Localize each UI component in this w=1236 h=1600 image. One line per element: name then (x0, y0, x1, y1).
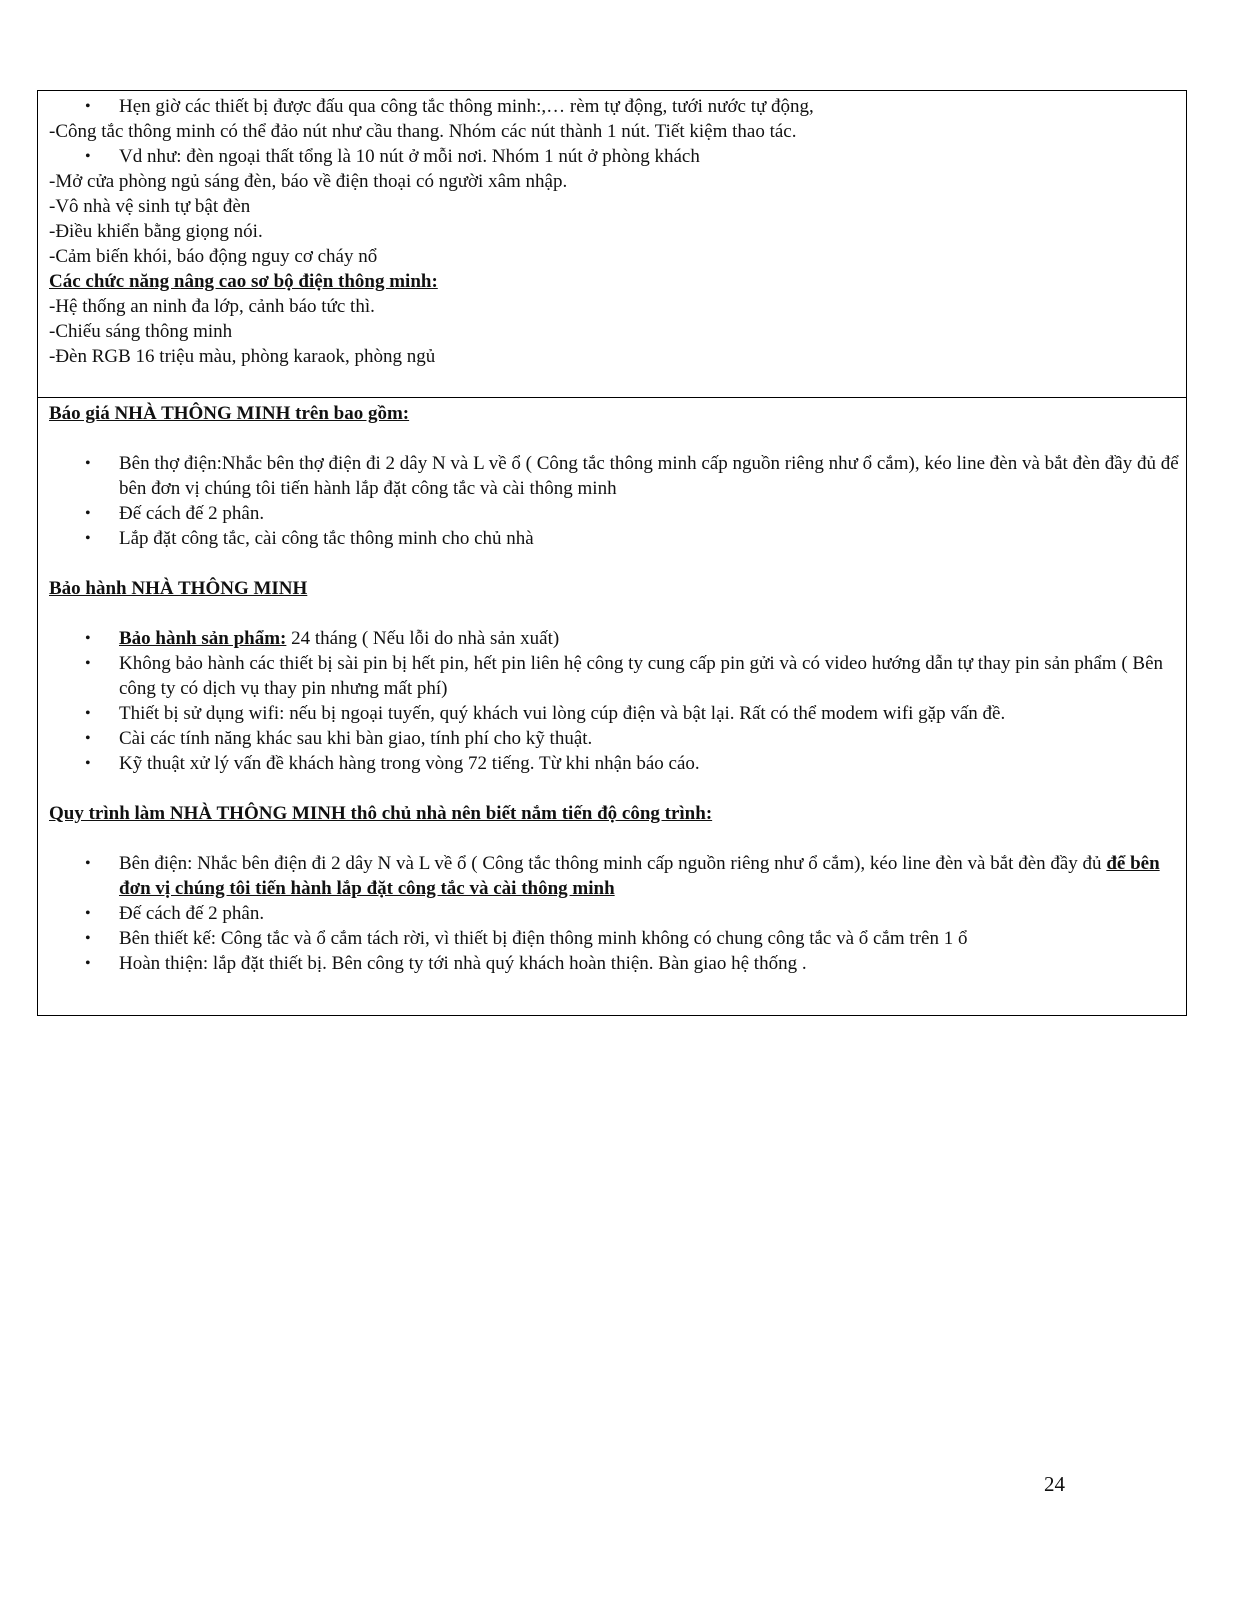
text-line: -Đèn RGB 16 triệu màu, phòng karaok, phòng ngủ (49, 346, 436, 367)
bullet-text: Đế cách đế 2 phân. (119, 503, 265, 524)
bullet-icon: • (85, 530, 91, 547)
text-line: -Chiếu sáng thông minh (49, 321, 233, 342)
section-heading: Báo giá NHÀ THÔNG MINH trên bao gồm: (49, 403, 410, 424)
section-heading: Các chức năng nâng cao sơ bộ điện thông minh: (49, 271, 438, 292)
bullet-icon: • (85, 455, 91, 472)
bullet-icon: • (85, 905, 91, 922)
features-box (37, 90, 1187, 398)
bullet-icon: • (85, 855, 91, 872)
bullet-text: Thiết bị sử dụng wifi: nếu bị ngoại tuyến, quý khách vui lòng cúp điện và bật lại. Rất có thể modem wifi gặp vấn đề. (119, 703, 1006, 724)
list-item (49, 94, 1186, 119)
list-item (49, 926, 1186, 951)
section-heading: Quy trình làm NHÀ THÔNG MINH thô chủ nhà nên biết nắm tiến độ công trình: (49, 803, 713, 824)
bullet-text: Hoàn thiện: lắp đặt thiết bị. Bên công ty tới nhà quý khách hoàn thiện. Bàn giao hệ thống . (119, 953, 807, 974)
bullet-text: Bên thợ điện:Nhắc bên thợ điện đi 2 dây N và L về ổ ( Công tắc thông minh cấp nguồn riêng như ổ cắm), kéo line đèn và bắt đèn đầy đủ để bên đơn vị chúng tôi tiến hành lắp đặt công tắc và cài thông minh (119, 453, 1179, 499)
bullet-text: Kỹ thuật xử lý vấn đề khách hàng trong vòng 72 tiếng. Từ khi nhận báo cáo. (119, 753, 700, 774)
bullet-text: Lắp đặt công tắc, cài công tắc thông minh cho chủ nhà (119, 528, 534, 549)
info-box (37, 397, 1187, 1016)
text-line: -Công tắc thông minh có thể đảo nút như cầu thang. Nhóm các nút thành 1 nút. Tiết kiệm thao tác. (49, 121, 797, 142)
list-item (49, 951, 1186, 976)
list-item (49, 701, 1186, 726)
warranty-product-text: 24 tháng ( Nếu lỗi do nhà sản xuất) (286, 628, 560, 649)
list-item (49, 144, 1186, 169)
text-line: -Vô nhà vệ sinh tự bật đèn (49, 196, 251, 217)
bullet-icon: • (85, 630, 91, 647)
bullet-icon: • (85, 730, 91, 747)
bullet-icon: • (85, 148, 91, 165)
list-item (49, 726, 1186, 751)
warranty-product-label: Bảo hành sản phẩm: (119, 628, 287, 649)
bullet-icon: • (85, 755, 91, 772)
list-item (49, 501, 1186, 526)
bullet-text: Vd như: đèn ngoại thất tổng là 10 nút ở mỗi nơi. Nhóm 1 nút ở phòng khách (119, 146, 700, 167)
section-heading: Bảo hành NHÀ THÔNG MINH (49, 578, 308, 599)
page-number: 24 (1044, 1472, 1065, 1496)
bullet-text: Bên điện: Nhắc bên điện đi 2 dây N và L về ổ ( Công tắc thông minh cấp nguồn riêng như ổ cắm), kéo line đèn và bắt đèn đầy đủ (119, 853, 1107, 874)
text-line: -Mở cửa phòng ngủ sáng đèn, báo về điện thoại có người xâm nhập. (49, 171, 568, 192)
text-line: -Cảm biến khói, báo động nguy cơ cháy nổ (49, 246, 378, 267)
bullet-text: Cài các tính năng khác sau khi bàn giao, tính phí cho kỹ thuật. (119, 728, 593, 749)
bullet-icon: • (85, 955, 91, 972)
bullet-text: Đế cách đế 2 phân. (119, 903, 265, 924)
bullet-text: Hẹn giờ các thiết bị được đấu qua công tắc thông minh:,… rèm tự động, tưới nước tự động, (119, 96, 814, 117)
list-item (49, 526, 1186, 551)
bullet-text: Bên thiết kế: Công tắc và ổ cắm tách rời, vì thiết bị điện thông minh không có chung công tắc và ổ cắm trên 1 ổ (119, 928, 968, 949)
list-item (49, 651, 1186, 701)
bullet-icon: • (85, 655, 91, 672)
bullet-text: Không bảo hành các thiết bị sài pin bị hết pin, hết pin liên hệ công ty cung cấp pin gửi và có video hướng dẫn tự thay pin sản phẩm ( Bên công ty có dịch vụ thay pin nhưng mất phí) (119, 653, 1164, 699)
text-line: -Điều khiển bằng giọng nói. (49, 221, 263, 242)
bullet-icon: • (85, 505, 91, 522)
list-item (49, 451, 1186, 501)
emphasis-text: để bên đơn vị chúng tôi tiến hành lắp đặt công tắc và cài thông minh (119, 853, 1160, 899)
text-line: -Hệ thống an ninh đa lớp, cảnh báo tức thì. (49, 296, 375, 317)
list-item (49, 751, 1186, 776)
bullet-icon: • (85, 705, 91, 722)
bullet-icon: • (85, 98, 91, 115)
list-item (49, 901, 1186, 926)
bullet-icon: • (85, 930, 91, 947)
list-item (49, 626, 1186, 651)
list-item (49, 851, 1186, 901)
